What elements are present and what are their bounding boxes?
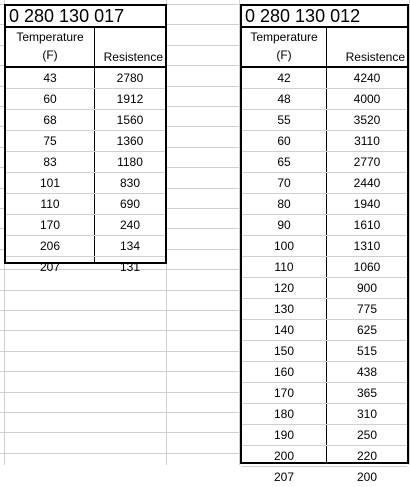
table-row (242, 299, 407, 320)
table-row (6, 173, 165, 194)
resistance-header[interactable] (327, 28, 407, 66)
temperature-cell[interactable]: 130 (273, 302, 295, 316)
temperature-cell[interactable]: 200 (273, 449, 295, 463)
table-row (242, 215, 407, 236)
temperature-cell[interactable]: 207 (39, 260, 61, 274)
resistance-cell[interactable]: 365 (356, 386, 378, 400)
table-row (242, 362, 407, 383)
table-row (242, 152, 407, 173)
temperature-cell[interactable]: 65 (277, 155, 291, 169)
temperature-cell[interactable]: 206 (39, 239, 61, 253)
table-row (242, 236, 407, 257)
temperature-cell[interactable]: 83 (43, 155, 57, 169)
temperature-cell[interactable]: 180 (273, 407, 295, 421)
resistance-cell[interactable]: 625 (356, 323, 378, 337)
resistance-cell[interactable]: 2770 (353, 155, 381, 169)
temperature-cell[interactable]: 170 (273, 386, 295, 400)
table-row (242, 173, 407, 194)
table-row (242, 194, 407, 215)
resistance-cell[interactable]: 200 (356, 470, 378, 484)
resistance-cell[interactable]: 134 (119, 239, 141, 253)
temperature-cell[interactable]: 80 (277, 197, 291, 211)
temperature-cell[interactable]: 100 (273, 239, 295, 253)
table-row (6, 257, 165, 277)
sensor-table-017 (4, 4, 167, 274)
temperature-cell[interactable]: 150 (273, 344, 295, 358)
temperature-cell[interactable]: 90 (277, 218, 291, 232)
table-title-017[interactable]: 0 280 130 017 (6, 6, 165, 28)
temperature-header[interactable] (242, 28, 326, 66)
resistance-cell[interactable]: 3520 (353, 113, 381, 127)
resistance-cell[interactable]: 1180 (117, 155, 143, 169)
table-row (242, 320, 407, 341)
temperature-cell[interactable]: 60 (277, 134, 291, 148)
resistance-cell[interactable]: 690 (119, 197, 141, 211)
resistance-header-label: Resistence (345, 50, 405, 64)
resistance-cell[interactable]: 1912 (116, 92, 144, 106)
table-row (242, 131, 407, 152)
resistance-cell[interactable]: 775 (356, 302, 378, 316)
resistance-cell[interactable]: 310 (356, 407, 378, 421)
temperature-cell[interactable]: 101 (39, 176, 61, 190)
temperature-cell[interactable]: 160 (273, 365, 295, 379)
table-row (242, 278, 407, 299)
temperature-cell[interactable]: 207 (273, 470, 295, 484)
temperature-cell[interactable]: 110 (40, 197, 60, 211)
temperature-cell[interactable]: 60 (43, 92, 57, 106)
temperature-cell[interactable]: 43 (43, 71, 57, 85)
table-row (242, 68, 407, 89)
temperature-header[interactable] (6, 28, 94, 66)
resistance-cell[interactable]: 4240 (353, 71, 381, 85)
temperature-header-label: Temperature (250, 30, 318, 44)
resistance-cell[interactable]: 438 (356, 365, 378, 379)
table-header-017 (6, 28, 165, 68)
table-row (6, 194, 165, 215)
resistance-cell[interactable]: 1940 (353, 197, 381, 211)
resistance-cell[interactable]: 131 (119, 260, 141, 274)
table-body-012 (242, 68, 407, 487)
temperature-cell[interactable]: 68 (43, 113, 57, 127)
resistance-cell[interactable]: 240 (119, 218, 141, 232)
resistance-cell[interactable]: 4000 (353, 92, 381, 106)
resistance-cell[interactable]: 830 (119, 176, 141, 190)
temperature-cell[interactable]: 140 (273, 323, 295, 337)
resistance-cell[interactable]: 1060 (353, 260, 381, 274)
table-row (6, 215, 165, 236)
resistance-cell[interactable]: 220 (356, 449, 378, 463)
temperature-cell[interactable]: 55 (277, 113, 291, 127)
table-row (6, 89, 165, 110)
table-row (242, 467, 407, 487)
temperature-cell[interactable]: 110 (274, 260, 294, 274)
table-row (6, 131, 165, 152)
sensor-table-012 (240, 4, 409, 484)
resistance-cell[interactable]: 2780 (116, 71, 144, 85)
resistance-cell[interactable]: 1560 (116, 113, 144, 127)
temperature-cell[interactable]: 120 (273, 281, 295, 295)
temperature-cell[interactable]: 190 (273, 428, 295, 442)
temperature-cell[interactable]: 170 (39, 218, 61, 232)
table-row (242, 257, 407, 278)
resistance-cell[interactable]: 2440 (353, 176, 381, 190)
temperature-header-label: Temperature (16, 30, 84, 44)
temperature-cell[interactable]: 42 (277, 71, 291, 85)
resistance-header[interactable] (95, 28, 165, 66)
temperature-cell[interactable]: 70 (277, 176, 291, 190)
table-row (242, 383, 407, 404)
resistance-cell[interactable]: 1360 (116, 134, 144, 148)
table-row (242, 110, 407, 131)
resistance-cell[interactable]: 250 (356, 428, 378, 442)
temperature-unit-label: (F) (276, 48, 292, 62)
table-row (6, 68, 165, 89)
resistance-cell[interactable]: 900 (356, 281, 378, 295)
temperature-cell[interactable]: 75 (43, 134, 57, 148)
resistance-cell[interactable]: 515 (356, 344, 378, 358)
resistance-cell[interactable]: 1610 (353, 218, 381, 232)
table-body-017 (6, 68, 165, 277)
table-header-012 (242, 28, 407, 68)
resistance-cell[interactable]: 3110 (354, 134, 380, 148)
table-row (6, 152, 165, 173)
table-row (242, 341, 407, 362)
table-row (6, 236, 165, 257)
resistance-header-label: Resistence (103, 50, 163, 64)
resistance-cell[interactable]: 1310 (353, 239, 381, 253)
table-title-012[interactable]: 0 280 130 012 (242, 6, 407, 28)
table-row (242, 425, 407, 446)
table-row (242, 446, 407, 467)
table-row (242, 404, 407, 425)
table-row (242, 89, 407, 110)
table-row (6, 110, 165, 131)
temperature-unit-label: (F) (42, 48, 58, 62)
temperature-cell[interactable]: 48 (277, 92, 291, 106)
